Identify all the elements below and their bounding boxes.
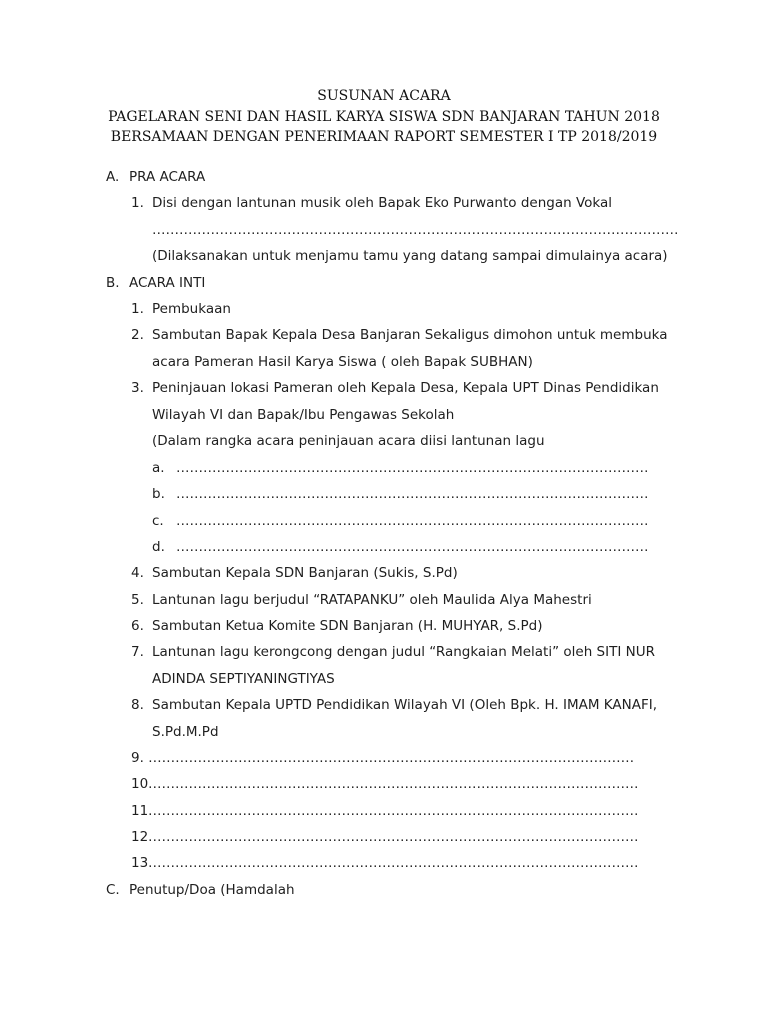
sub-item-a-dots: …………………………………………………………………………………………… [176,460,649,476]
section-b-item6-text: Sambutan Ketua Komite SDN Banjaran (H. MUHYAR, S.Pd) [152,618,543,634]
section-b-item8-line1: Sambutan Kepala UPTD Pendidikan Wilayah VI (Oleh Bpk. H. IMAM KANAFI, [152,697,657,713]
section-b-item6-number: 6. [131,618,144,634]
section-b-marker: B. [106,275,120,291]
sub-item-d-marker: d. [152,539,165,555]
doc-title-line2: PAGELARAN SENI DAN HASIL KARYA SISWA SDN BANJARAN TAHUN 2018 [108,109,660,125]
section-a-item1-dots: ……………………………………………………………………………………………………… [152,222,679,238]
section-b-item4-number: 4. [131,565,144,581]
section-b-item3-line3: (Dalam rangka acara peninjauan acara diisi lantunan lagu [152,433,545,449]
section-b-heading: ACARA INTI [129,275,206,291]
section-b-item5-number: 5. [131,592,144,608]
sub-item-a-marker: a. [152,460,165,476]
section-b-item3-number: 3. [131,380,144,396]
section-b-item7-number: 7. [131,644,144,660]
sub-item-b-dots: …………………………………………………………………………………………… [176,486,649,502]
section-b-item12: 12.……………………………………………………………………………………………… [131,829,639,845]
section-b-item9: 9. ……………………………………………………………………………………………… [131,750,635,766]
doc-title-line3: BERSAMAAN DENGAN PENERIMAAN RAPORT SEMESTER I TP 2018/2019 [110,129,658,145]
section-b-item2-line1: Sambutan Bapak Kepala Desa Banjaran Sekaligus dimohon untuk membuka [152,327,668,343]
sub-item-c-marker: c. [152,513,164,529]
section-b-item8-line2: S.Pd.M.Pd [152,724,219,740]
section-a-item1-number: 1. [131,195,144,211]
section-b-item2-number: 2. [131,327,144,343]
section-b-item1-text: Pembukaan [152,301,231,317]
sub-item-c-dots: …………………………………………………………………………………………… [176,513,649,529]
sub-item-d-dots: …………………………………………………………………………………………… [176,539,649,555]
section-b-item7-line1: Lantunan lagu kerongcong dengan judul “Rangkaian Melati” oleh SITI NUR [152,644,655,660]
section-c-marker: C. [106,882,120,898]
section-b-item1-number: 1. [131,301,144,317]
section-b-item8-number: 8. [131,697,144,713]
section-b-item4-text: Sambutan Kepala SDN Banjaran (Sukis, S.Pd) [152,565,458,581]
section-a-item1-text: Disi dengan lantunan musik oleh Bapak Eko Purwanto dengan Vokal [152,195,613,211]
sub-item-b-marker: b. [152,486,165,502]
section-c-text: Penutup/Doa (Hamdalah [129,882,295,898]
section-b-item3-line2: Wilayah VI dan Bapak/Ibu Pengawas Sekolah [152,407,455,423]
section-a-marker: A. [106,169,120,185]
section-b-item13: 13.……………………………………………………………………………………………… [131,855,639,871]
doc-title-line1: SUSUNAN ACARA [317,88,451,104]
section-a-heading: PRA ACARA [129,169,206,185]
section-b-item2-line2: acara Pameran Hasil Karya Siswa ( oleh Bapak SUBHAN) [152,354,533,370]
section-b-item7-line2: ADINDA SEPTIYANINGTIYAS [152,671,335,687]
section-b-item3-line1: Peninjauan lokasi Pameran oleh Kepala Desa, Kepala UPT Dinas Pendidikan [152,380,659,396]
section-b-item11: 11.……………………………………………………………………………………………… [131,803,639,819]
section-a-item1-note: (Dilaksanakan untuk menjamu tamu yang datang sampai dimulainya acara) [152,248,668,264]
section-b-item10: 10.……………………………………………………………………………………………… [131,776,639,792]
section-b-item5-text: Lantunan lagu berjudul “RATAPANKU” oleh Maulida Alya Mahestri [152,592,592,608]
